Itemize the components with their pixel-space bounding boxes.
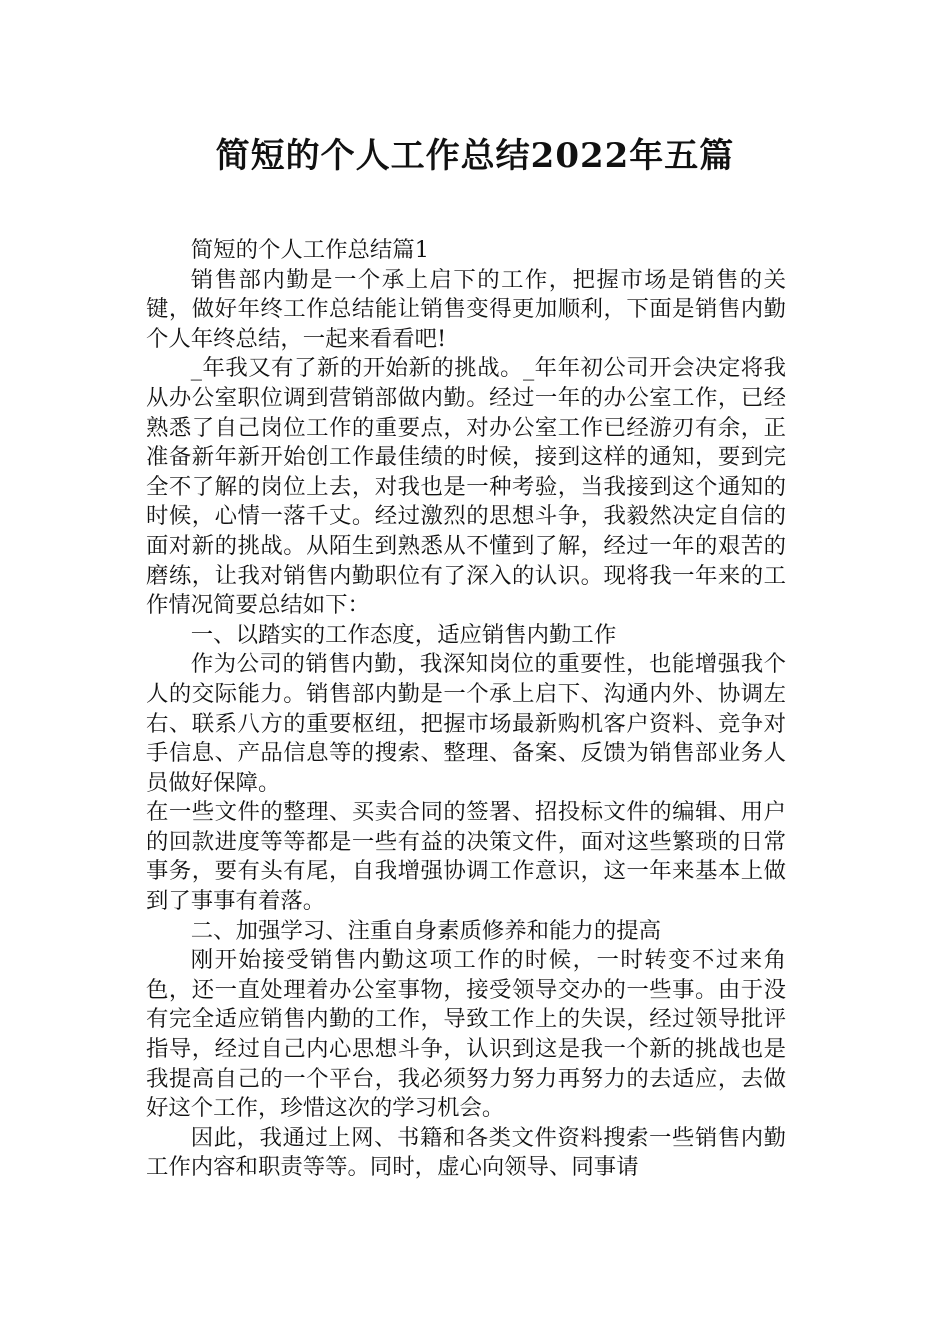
body-paragraph-new-challenge: _年我又有了新的开始新的挑战。_年年初公司开会决定将我从办公室职位调到营销部做内勤。经过一年的办公室工作，已经熟悉了自己岗位工作的重要点，对办公室工作已经游刃有余，正准备新年新开始创工作最佳绩的时候，接到这样的通知，要到完全不了解的岗位上去，对我也是一种考验，当我接到这个通知的时候，心情一落千丈。经过激烈的思想斗争，我毅然决定自信的面对新的挑战。从陌生到熟悉从不懂到了解，经过一年的艰苦的磨练，让我对销售内勤职位有了深入的认识。现将我一年来的工作情况简要总结如下： bbox=[146, 355, 786, 619]
subheading-attitude: 一、以踏实的工作态度，适应销售内勤工作 bbox=[190, 621, 617, 648]
document-body bbox=[146, 236, 786, 1183]
body-paragraph-documents: 在一些文件的整理、买卖合同的签署、招投标文件的编辑、用户的回款进度等等都是一些有益的决策文件，面对这些繁琐的日常事务，要有头有尾，自我增强协调工作意识，这一年来基本上做到了事事有着落。 bbox=[146, 799, 786, 915]
body-paragraph-role: 作为公司的销售内勤，我深知岗位的重要性，也能增强我个人的交际能力。销售部内勤是一个承上启下、沟通内外、协调左右、联系八方的重要枢纽，把握市场最新购机客户资料、竞争对手信息、产品信息等的搜索、整理、备案、反馈为销售部业务人员做好保障。 bbox=[146, 651, 786, 796]
body-paragraph-adjustment: 刚开始接受销售内勤这项工作的时候，一时转变不过来角色，还一直处理着办公室事物，接受领导交办的一些事。由于没有完全适应销售内勤的工作，导致工作上的失误，经过领导批评指导，经过自己内心思想斗争，认识到这是我一个新的挑战也是我提高自己的一个平台，我必须努力努力再努力的去适应，去做好这个工作，珍惜这次的学习机会。 bbox=[146, 947, 786, 1122]
subheading-learning: 二、加强学习、注重自身素质修养和能力的提高 bbox=[190, 917, 661, 944]
section-heading-1: 简短的个人工作总结篇1 bbox=[190, 237, 429, 263]
intro-paragraph: 销售部内勤是一个承上启下的工作，把握市场是销售的关键，做好年终工作总结能让销售变得更加顺利，下面是销售内勤个人年终总结，一起来看看吧! bbox=[146, 266, 786, 352]
document-title: 简短的个人工作总结2022年五篇 bbox=[215, 136, 735, 176]
body-paragraph-research: 因此，我通过上网、书籍和各类文件资料搜索一些销售内勤工作内容和职责等等。同时，虚心向领导、同事请 bbox=[146, 1124, 786, 1181]
